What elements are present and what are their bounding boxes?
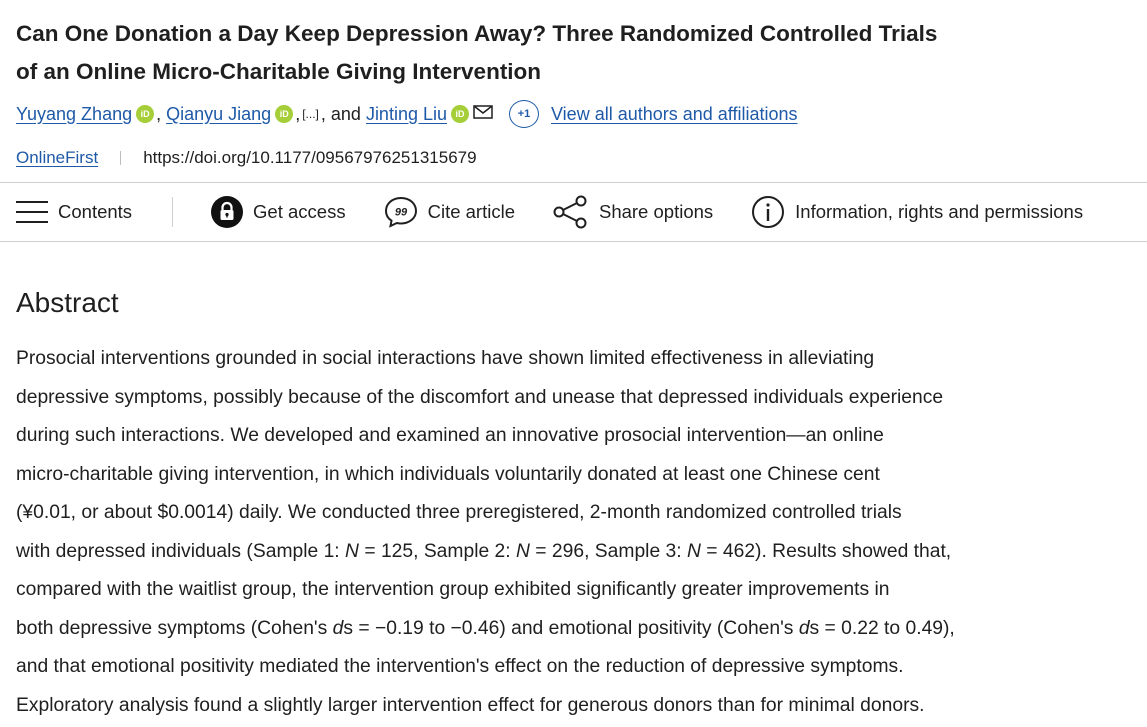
article-meta (16, 145, 477, 171)
abstract-italic-d: d (798, 617, 810, 639)
online-first-link[interactable]: OnlineFirst (16, 148, 99, 167)
article-title (16, 15, 1136, 91)
menu-icon (16, 198, 48, 226)
abstract-line: micro-charitable giving intervention, in which individuals voluntarily donated at least one Chinese cent (16, 463, 880, 485)
toolbar-divider (172, 197, 173, 227)
abstract-line: Prosocial interventions grounded in social interactions have shown limited effectiveness in alleviating (16, 348, 875, 369)
mail-icon[interactable] (473, 104, 493, 125)
abstract-segment: with depressed individuals (Sample 1: (16, 540, 346, 562)
abstract-text (16, 340, 1147, 725)
share-icon (553, 195, 589, 229)
cite-article-label: Cite article (427, 201, 515, 222)
contents-label: Contents (58, 201, 133, 222)
abstract-line: Exploratory analysis found a slightly larger intervention effect for generous donors than for minimal donors. (16, 694, 925, 716)
abstract-segment: both depressive symptoms (Cohen's (16, 617, 333, 639)
abstract-segment: = 462). Results showed that, (700, 540, 952, 562)
author-link-2[interactable]: Qianyu Jiang (166, 103, 272, 124)
article-title-line-1: Can One Donation a Day Keep Depression Away? Three Randomized Controlled Trials (16, 21, 938, 47)
abstract-segment: = 296, Sample 3: (529, 540, 687, 562)
article-toolbar (0, 182, 1147, 242)
meta-divider (120, 151, 121, 165)
share-options-button[interactable] (553, 195, 713, 229)
abstract-line: compared with the waitlist group, the intervention group exhibited significantly greater improvements in (16, 579, 890, 600)
abstract-line (16, 610, 1147, 649)
author-and: , and (320, 103, 366, 124)
abstract-heading: Abstract (16, 287, 119, 318)
abstract-italic-d: d (332, 617, 344, 639)
contents-button[interactable] (16, 198, 132, 226)
author-separator: , (156, 103, 162, 124)
info-icon (751, 195, 785, 229)
view-all-authors-link[interactable]: View all authors and affiliations (551, 103, 798, 124)
share-options-label: Share options (598, 201, 714, 222)
abstract-italic-n: N (686, 540, 701, 562)
abstract-italic-n: N (516, 540, 530, 562)
author-list (16, 100, 798, 128)
abstract-line (16, 533, 1147, 572)
author-separator: , (295, 103, 301, 124)
svg-text:99: 99 (394, 206, 407, 219)
abstract-segment: = 125, Sample 2: (358, 540, 516, 562)
doi-text[interactable]: https://doi.org/10.1177/09567976251315679 (143, 148, 477, 167)
information-button[interactable] (751, 195, 1083, 229)
get-access-label: Get access (253, 201, 346, 222)
information-label: Information, rights and permissions (795, 201, 1084, 222)
abstract-line: depressive symptoms, possibly because of the discomfort and unease that depressed individuals experience (16, 386, 944, 408)
abstract-italic-n: N (345, 540, 359, 562)
get-access-button[interactable] (211, 196, 346, 228)
abstract-line: during such interactions. We developed and examined an innovative prosocial intervention—an online (16, 425, 884, 446)
orcid-icon[interactable]: iD (451, 105, 469, 123)
abstract-line: and that emotional positivity mediated the intervention's effect on the reduction of depressive symptoms. (16, 656, 904, 677)
abstract-line: (¥0.01, or about $0.0014) daily. We conducted three preregistered, 2-month randomized controlled trials (16, 502, 902, 523)
cite-article-button[interactable] (384, 196, 515, 228)
author-ellipsis[interactable]: [...] (302, 107, 319, 121)
author-link-3[interactable]: Jinting Liu (365, 103, 447, 124)
quote-icon (384, 196, 418, 228)
orcid-icon[interactable]: iD (136, 105, 154, 123)
lock-icon (211, 196, 243, 228)
abstract-segment: s = −0.19 to −0.46) and emotional positivity (Cohen's (343, 617, 799, 639)
more-authors-badge[interactable]: +1 (509, 100, 539, 128)
abstract-segment: s = 0.22 to 0.49), (809, 617, 955, 639)
orcid-icon[interactable]: iD (275, 105, 293, 123)
article-title-line-2: of an Online Micro-Charitable Giving Intervention (16, 59, 542, 85)
author-link-1[interactable]: Yuyang Zhang (16, 103, 133, 124)
